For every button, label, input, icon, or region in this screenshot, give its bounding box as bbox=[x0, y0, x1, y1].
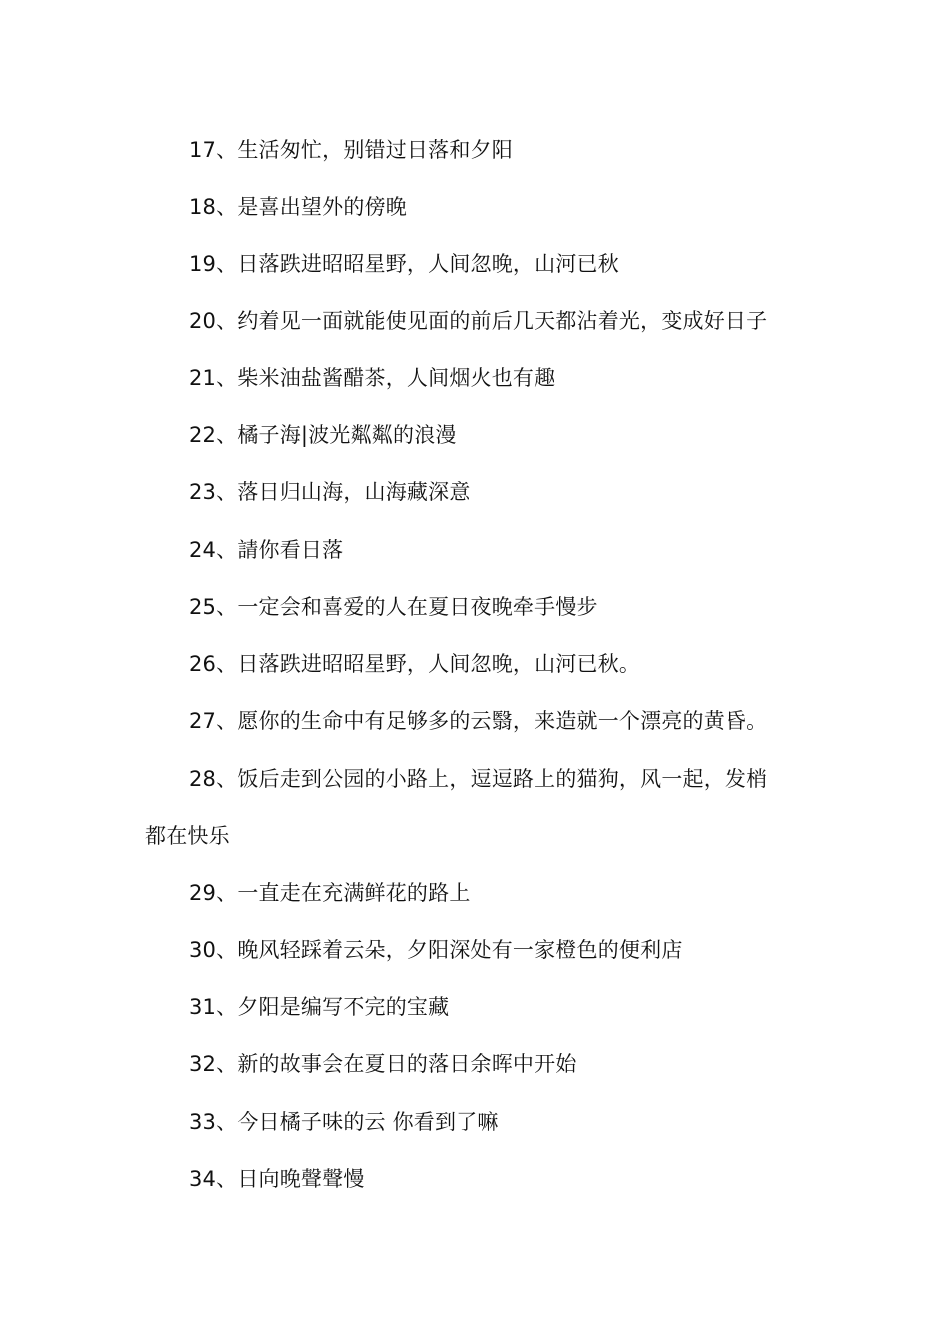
list-item: 34、日向晚聲聲慢 bbox=[189, 1167, 365, 1191]
list-item: 30、晚风轻踩着云朵，夕阳深处有一家橙色的便利店 bbox=[189, 938, 683, 962]
list-item: 31、夕阳是编写不完的宝藏 bbox=[189, 995, 450, 1019]
list-item: 25、一定会和喜爱的人在夏日夜晚牵手慢步 bbox=[189, 595, 598, 619]
list-item: 33、今日橘子味的云 你看到了嘛 bbox=[189, 1110, 499, 1134]
list-item-continuation: 都在快乐 bbox=[145, 824, 230, 848]
list-item: 32、新的故事会在夏日的落日余晖中开始 bbox=[189, 1052, 577, 1076]
list-item: 24、請你看日落 bbox=[189, 538, 344, 562]
list-item: 22、橘子海|波光粼粼的浪漫 bbox=[189, 423, 457, 447]
list-item: 28、饭后走到公园的小路上，逗逗路上的猫狗，风一起，发梢 bbox=[189, 767, 768, 791]
list-item: 26、日落跌进昭昭星野，人间忽晚，山河已秋。 bbox=[189, 652, 641, 676]
list-item: 20、约着见一面就能使见面的前后几天都沾着光，变成好日子 bbox=[189, 309, 768, 333]
list-item: 27、愿你的生命中有足够多的云翳，来造就一个漂亮的黄昏。 bbox=[189, 709, 768, 733]
list-item: 17、生活匆忙，别错过日落和夕阳 bbox=[189, 138, 513, 162]
list-item: 19、日落跌进昭昭星野，人间忽晚，山河已秋 bbox=[189, 252, 619, 276]
list-item: 29、一直走在充满鲜花的路上 bbox=[189, 881, 471, 905]
list-item: 23、落日归山海，山海藏深意 bbox=[189, 480, 471, 504]
list-item: 18、是喜出望外的傍晚 bbox=[189, 195, 407, 219]
list-item: 21、柴米油盐酱醋茶，人间烟火也有趣 bbox=[189, 366, 556, 390]
